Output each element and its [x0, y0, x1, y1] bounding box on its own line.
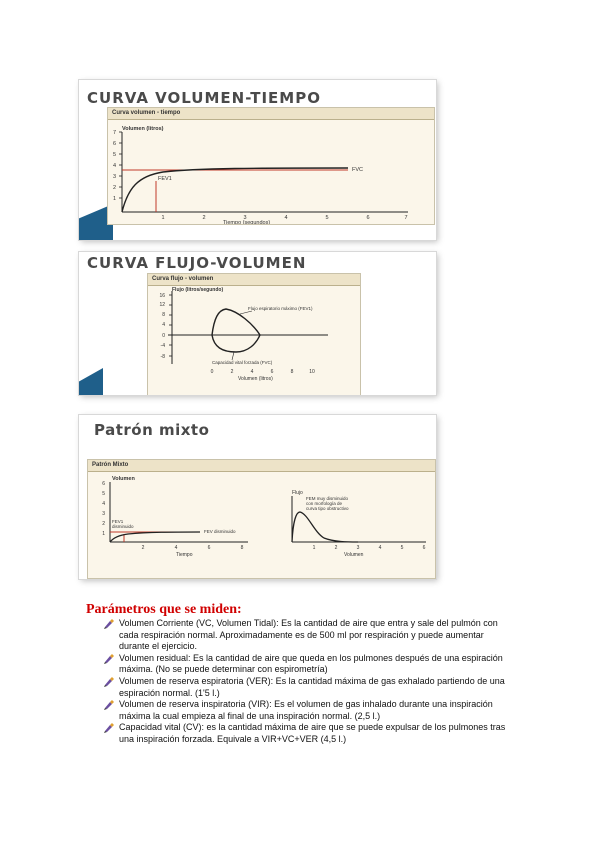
fem-label-line2: con morfología de	[306, 501, 343, 506]
parameters-list	[104, 618, 514, 746]
x-tick-label: 10	[309, 369, 315, 375]
x-tick-labels	[211, 369, 315, 375]
y-axis-label: Flujo (litros/segundo)	[172, 287, 224, 293]
x-tick-label: 3	[356, 545, 360, 551]
y-tick-label: 2	[112, 185, 116, 191]
fvc-pointer	[232, 352, 234, 360]
y-tick-label: 2	[102, 521, 105, 527]
list-item	[104, 676, 514, 699]
x-tick-label: 0	[210, 369, 214, 375]
y-tick-label: 5	[112, 152, 116, 158]
y-tick-label: 4	[112, 163, 116, 169]
y-tick-label: -4	[160, 343, 165, 349]
x-tick-label: 6	[270, 369, 274, 375]
y-tick-label: 16	[159, 293, 165, 299]
y-tick-label: 6	[102, 481, 105, 487]
parameter-text: Volumen residual: Es la cantidad de aire que queda en los pulmones después de una espiración máxima. (No se puede determinar con espirometría)	[119, 652, 503, 675]
left-x-axis-label: Tiempo	[176, 552, 193, 558]
x-tick-label: 4	[174, 545, 178, 551]
pen-bullet-icon	[104, 700, 114, 710]
x-tick-label: 6	[366, 215, 370, 221]
slide-volume-time	[79, 80, 436, 240]
fvc-label: Capacidad vital forzada (FVC)	[212, 360, 273, 365]
y-tick-label: 3	[112, 174, 116, 180]
y-tick-label: 1	[102, 531, 105, 537]
list-item	[104, 653, 514, 676]
pen-bullet-icon	[104, 619, 114, 629]
chart-panel	[107, 107, 435, 225]
y-axis-label: Volumen (litros)	[122, 126, 164, 132]
mixed-pattern-chart	[88, 460, 435, 578]
slide-title: Patrón mixto	[94, 421, 210, 439]
slide-title: CURVA VOLUMEN-TIEMPO	[87, 89, 321, 107]
volume-time-chart	[108, 108, 434, 224]
x-tick-label: 2	[202, 215, 206, 221]
pen-bullet-icon	[104, 654, 114, 664]
y-tick-label: 4	[102, 501, 105, 507]
fem-label-line1: FEM muy disminuido	[306, 496, 349, 501]
right-x-axis-label: Volumen	[344, 552, 364, 558]
x-tick-label: 8	[290, 369, 294, 375]
parameter-text: Volumen Corriente (VC, Volumen Tidal): Es la cantidad de aire que entra y sale del pulmón con cada respiración normal. Aproximadamente es de 500 ml por respiración y puede aumentar durante el ejercicio.	[119, 618, 498, 652]
x-tick-label: 2	[334, 545, 338, 551]
chart-panel	[87, 459, 436, 579]
x-tick-label: 3	[243, 215, 247, 221]
y-tick-label: 3	[102, 511, 105, 517]
x-tick-label: 4	[250, 369, 254, 375]
fev1-dim-label-line1: FEV1	[112, 519, 124, 524]
fem-label-line3: curva tipo obstructivo	[306, 506, 349, 511]
slide-flow-volume	[79, 252, 436, 395]
y-tick-label: 7	[112, 130, 116, 136]
x-axis-label: Volumen (litros)	[238, 376, 273, 382]
y-tick-label: 5	[102, 491, 105, 497]
x-tick-label: 5	[325, 215, 329, 221]
x-tick-label: 5	[400, 545, 404, 551]
right-x-tick-labels	[313, 545, 426, 551]
parameter-text: Volumen de reserva inspiratoria (VIR): Es el volumen de gas inhalado durante una inspiración máxima la cual empieza al final de una inspiración normal. (2,5 l.)	[119, 699, 493, 721]
x-tick-label: 4	[284, 215, 288, 221]
slide-title: CURVA FLUJO-VOLUMEN	[87, 254, 307, 272]
right-flow-curve	[292, 512, 358, 542]
x-tick-label: 2	[141, 545, 145, 551]
y-tick-label: 1	[112, 196, 116, 202]
slide-mixed-pattern	[79, 415, 436, 579]
panel-title: Curva flujo - volumen	[152, 276, 214, 282]
x-tick-label: 1	[312, 545, 316, 551]
list-item	[104, 722, 514, 745]
left-y-tick-labels	[102, 481, 105, 537]
list-item	[104, 618, 514, 653]
x-tick-label: 7	[404, 215, 408, 221]
pen-bullet-icon	[104, 723, 114, 733]
pen-bullet-icon	[104, 677, 114, 687]
y-tick-label: 6	[112, 141, 116, 147]
list-item	[104, 699, 514, 722]
y-tick-label: 4	[162, 322, 165, 328]
fev1-dim-label-line2: disminuido	[112, 524, 134, 529]
fvc-label: FVC	[352, 167, 363, 173]
y-tick-label: -8	[160, 354, 165, 360]
x-tick-label: 1	[161, 215, 165, 221]
expiratory-curve	[212, 309, 260, 335]
inspiratory-curve	[212, 335, 260, 352]
peak-flow-label: Flujo espiratorio máximo (FEV1)	[248, 306, 313, 311]
fev-dim-label: FEV disminuido	[204, 529, 236, 534]
y-tick-label: 8	[162, 312, 165, 318]
y-tick-label: 12	[159, 302, 165, 308]
x-tick-label: 6	[422, 545, 426, 551]
x-tick-label: 6	[207, 545, 211, 551]
peak-pointer	[240, 311, 252, 314]
flow-volume-chart	[148, 274, 360, 395]
parameters-heading: Parámetros que se miden:	[86, 602, 242, 617]
x-tick-label: 2	[230, 369, 234, 375]
y-tick-label: 0	[162, 333, 165, 339]
panel-title: Curva volumen - tiempo	[112, 110, 181, 116]
x-tick-label: 8	[240, 545, 244, 551]
x-tick-label: 4	[378, 545, 382, 551]
y-tick-labels	[159, 293, 165, 360]
x-tick-labels	[161, 215, 407, 221]
slide-accent-corner	[79, 368, 103, 395]
parameter-text: Volumen de reserva espiratoria (VER): Es la cantidad máxima de gas exhalado partiendo de una espiración normal. (1'5 l.)	[119, 675, 505, 698]
left-y-axis-label: Volumen	[112, 476, 135, 482]
panel-title: Patrón Mixto	[92, 462, 129, 468]
chart-panel	[147, 273, 361, 395]
left-x-tick-labels	[142, 545, 244, 551]
right-y-axis-label: Flujo	[292, 490, 303, 496]
fev1-label: FEV1	[158, 176, 172, 182]
y-tick-labels	[113, 130, 116, 202]
parameter-text: Capacidad vital (CV): es la cantidad máxima de aire que se puede expulsar de los pulmones tras una inspiración forzada. Equivale a VIR+VC+VER (4,5 l.)	[119, 722, 506, 744]
x-axis-label: Tiempo (segundos)	[223, 220, 271, 224]
